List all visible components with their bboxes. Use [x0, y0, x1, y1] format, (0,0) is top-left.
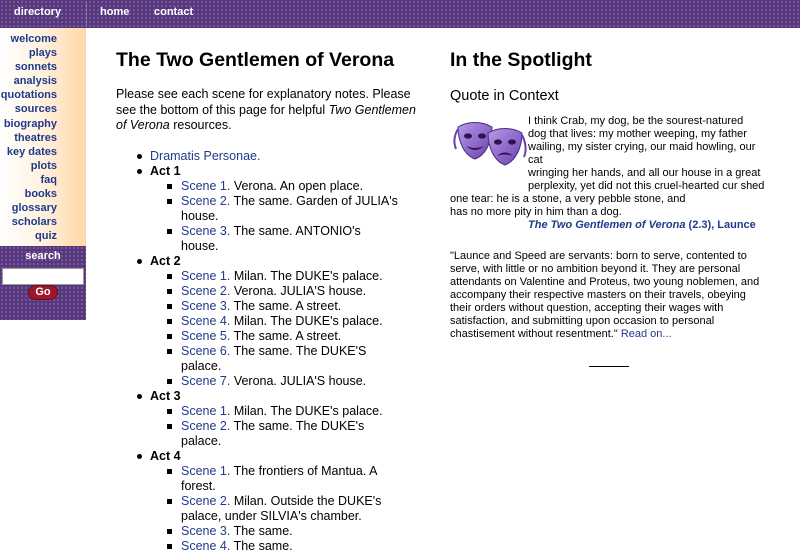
- scene-description: The same. Garden of JULIA's house.: [181, 193, 398, 223]
- scene-description: The same. The DUKE'S palace.: [181, 343, 367, 373]
- scene-description: Milan. The DUKE's palace.: [230, 313, 383, 328]
- scene-link[interactable]: Scene 1.: [181, 178, 231, 193]
- sidebar-item-biography[interactable]: biography: [3, 117, 57, 130]
- quote-line: has no more pity in him than a dog.: [450, 206, 622, 218]
- scene-item: [166, 494, 400, 524]
- scenes-list: [150, 269, 400, 389]
- sidebar-item-quotations[interactable]: quotations: [0, 89, 57, 102]
- quote-in-context-heading: Quote in Context: [450, 88, 559, 104]
- sidebar-item-welcome[interactable]: welcome: [10, 33, 57, 45]
- scene-link[interactable]: Scene 2.: [181, 418, 231, 433]
- act-item: [135, 389, 416, 449]
- scene-item: [166, 194, 400, 224]
- quote-line: I think Crab, my dog, be the sourest-natured: [528, 115, 744, 127]
- sidebar-item-theatres[interactable]: theatres: [14, 131, 57, 144]
- scene-item: [166, 464, 400, 494]
- main-content: [116, 48, 416, 554]
- sidebar-item-key-dates[interactable]: key dates: [6, 145, 57, 158]
- scene-link[interactable]: Scene 2.: [181, 283, 231, 298]
- quote-line: dog that lives: my mother weeping, my father: [528, 128, 747, 140]
- scene-link[interactable]: Scene 1.: [181, 463, 231, 478]
- top-navigation-bar: [0, 0, 800, 28]
- scene-link[interactable]: Scene 7.: [181, 373, 231, 388]
- sidebar-item-quiz[interactable]: quiz: [35, 230, 57, 243]
- scene-link[interactable]: Scene 2.: [181, 493, 231, 508]
- description-text: "Launce and Speed are servants: born to serve, contented to serve, with little or no ambition beyond it. They are personal attendants on Valentine and Proteus, two young noblemen, and accompany their respective masters on their travels, obeying their orders without question, accepting their wages with satisfaction, and submitting upon occasion to personal chastisement without resentment.": [450, 250, 760, 340]
- scene-item: [166, 284, 400, 299]
- scene-item: [166, 539, 400, 554]
- sidebar-item-plots[interactable]: plots: [30, 159, 57, 172]
- scene-link[interactable]: Scene 4.: [181, 538, 231, 553]
- quote-line: one tear: he is a stone, a very pebble stone, and: [450, 193, 686, 205]
- sidebar-item-sources[interactable]: sources: [14, 103, 57, 116]
- nav-home[interactable]: home: [100, 6, 130, 18]
- search-input[interactable]: [2, 268, 84, 285]
- character-description: [450, 250, 766, 341]
- intro-text-start: Please see each scene for explanatory notes. Please see the bottom of this page for helpful: [116, 87, 411, 117]
- scenes-list: [150, 464, 400, 554]
- sidebar-item-glossary[interactable]: glossary: [11, 202, 57, 215]
- scene-description: The same. A street.: [230, 328, 342, 343]
- scene-item: [166, 299, 400, 314]
- sidebar-item-sonnets[interactable]: sonnets: [14, 61, 57, 74]
- act-label: Act 1: [150, 163, 181, 178]
- act-item: [135, 254, 416, 389]
- scene-description: Verona. JULIA'S house.: [230, 373, 367, 388]
- scene-link[interactable]: Scene 1.: [181, 403, 231, 418]
- scene-link[interactable]: Scene 2.: [181, 193, 231, 208]
- scene-item: [166, 344, 400, 374]
- scene-description: The same.: [230, 538, 293, 553]
- list-item: [135, 149, 416, 164]
- scene-description: Verona. JULIA'S house.: [230, 283, 367, 298]
- scenes-list: [150, 404, 400, 449]
- sidebar: [0, 28, 86, 246]
- scene-item: [166, 269, 400, 284]
- intro-play-title: Two Gentlemen of Verona: [116, 102, 416, 132]
- nav-directory[interactable]: directory: [14, 6, 62, 18]
- quote-line: wringing her hands, and all our house in a great: [528, 167, 761, 179]
- sidebar-item-books[interactable]: books: [24, 188, 57, 201]
- scene-item: [166, 374, 400, 389]
- divider-rule: [589, 366, 629, 367]
- act-label: Act 3: [150, 388, 181, 403]
- scene-description: Verona. An open place.: [230, 178, 364, 193]
- sidebar-item-analysis[interactable]: analysis: [13, 75, 57, 88]
- theatre-masks-icon: [452, 119, 528, 171]
- scene-description: The same. The DUKE's palace.: [181, 418, 365, 448]
- intro-text: [116, 87, 416, 134]
- scene-link[interactable]: Scene 3.: [181, 223, 231, 238]
- dramatis-personae-link[interactable]: Dramatis Personae.: [150, 148, 261, 163]
- act-label: Act 2: [150, 253, 181, 268]
- sidebar-item-scholars[interactable]: scholars: [11, 216, 57, 229]
- page-title: The Two Gentlemen of Verona: [116, 49, 395, 71]
- scene-description: Milan. The DUKE's palace.: [230, 268, 383, 283]
- scene-link[interactable]: Scene 1.: [181, 268, 231, 283]
- scene-item: [166, 179, 400, 194]
- scene-link[interactable]: Scene 3.: [181, 523, 231, 538]
- scene-description: The same.: [230, 523, 293, 538]
- quote-line: wailing, my sister crying, our maid howling, our cat: [528, 141, 756, 166]
- read-on-link[interactable]: Read on...: [620, 328, 672, 340]
- scene-list: [116, 149, 416, 554]
- scenes-list: [150, 179, 400, 254]
- scene-description: The same. A street.: [230, 298, 342, 313]
- scene-description: Milan. Outside the DUKE's palace, under SILVIA's chamber.: [181, 493, 382, 523]
- nav-contact[interactable]: contact: [154, 6, 194, 18]
- act-item: [135, 449, 416, 554]
- scene-link[interactable]: Scene 5.: [181, 328, 231, 343]
- scene-item: [166, 314, 400, 329]
- quote-citation-link[interactable]: [528, 219, 766, 232]
- scene-item: [166, 224, 400, 254]
- citation-play-title: The Two Gentlemen of Verona: [528, 219, 686, 231]
- scene-link[interactable]: Scene 6.: [181, 343, 231, 358]
- scene-description: Milan. The DUKE's palace.: [230, 403, 383, 418]
- sidebar-item-plays[interactable]: plays: [28, 47, 57, 60]
- scene-item: [166, 329, 400, 344]
- intro-text-end: resources.: [169, 118, 232, 132]
- scene-description: The same. ANTONIO's house.: [181, 223, 361, 253]
- sidebar-item-faq[interactable]: faq: [40, 173, 57, 186]
- scene-item: [166, 419, 400, 449]
- scene-description: The frontiers of Mantua. A forest.: [181, 463, 377, 493]
- scene-link[interactable]: Scene 4.: [181, 313, 231, 328]
- search-label: search: [25, 250, 61, 262]
- go-button[interactable]: Go: [28, 285, 58, 300]
- search-panel: [0, 246, 86, 320]
- quote-line: perplexity, yet did not this cruel-hearted cur shed: [528, 180, 765, 192]
- spotlight-panel: [450, 48, 766, 367]
- sidebar-menu: [0, 28, 86, 243]
- citation-detail: (2.3), Launce: [685, 219, 756, 231]
- quote-block: [450, 115, 766, 232]
- spotlight-title: In the Spotlight: [450, 49, 592, 71]
- nav-divider: [86, 2, 87, 26]
- scene-link[interactable]: Scene 3.: [181, 298, 231, 313]
- act-label: Act 4: [150, 448, 181, 463]
- act-item: [135, 164, 416, 254]
- scene-item: [166, 524, 400, 539]
- scene-item: [166, 404, 400, 419]
